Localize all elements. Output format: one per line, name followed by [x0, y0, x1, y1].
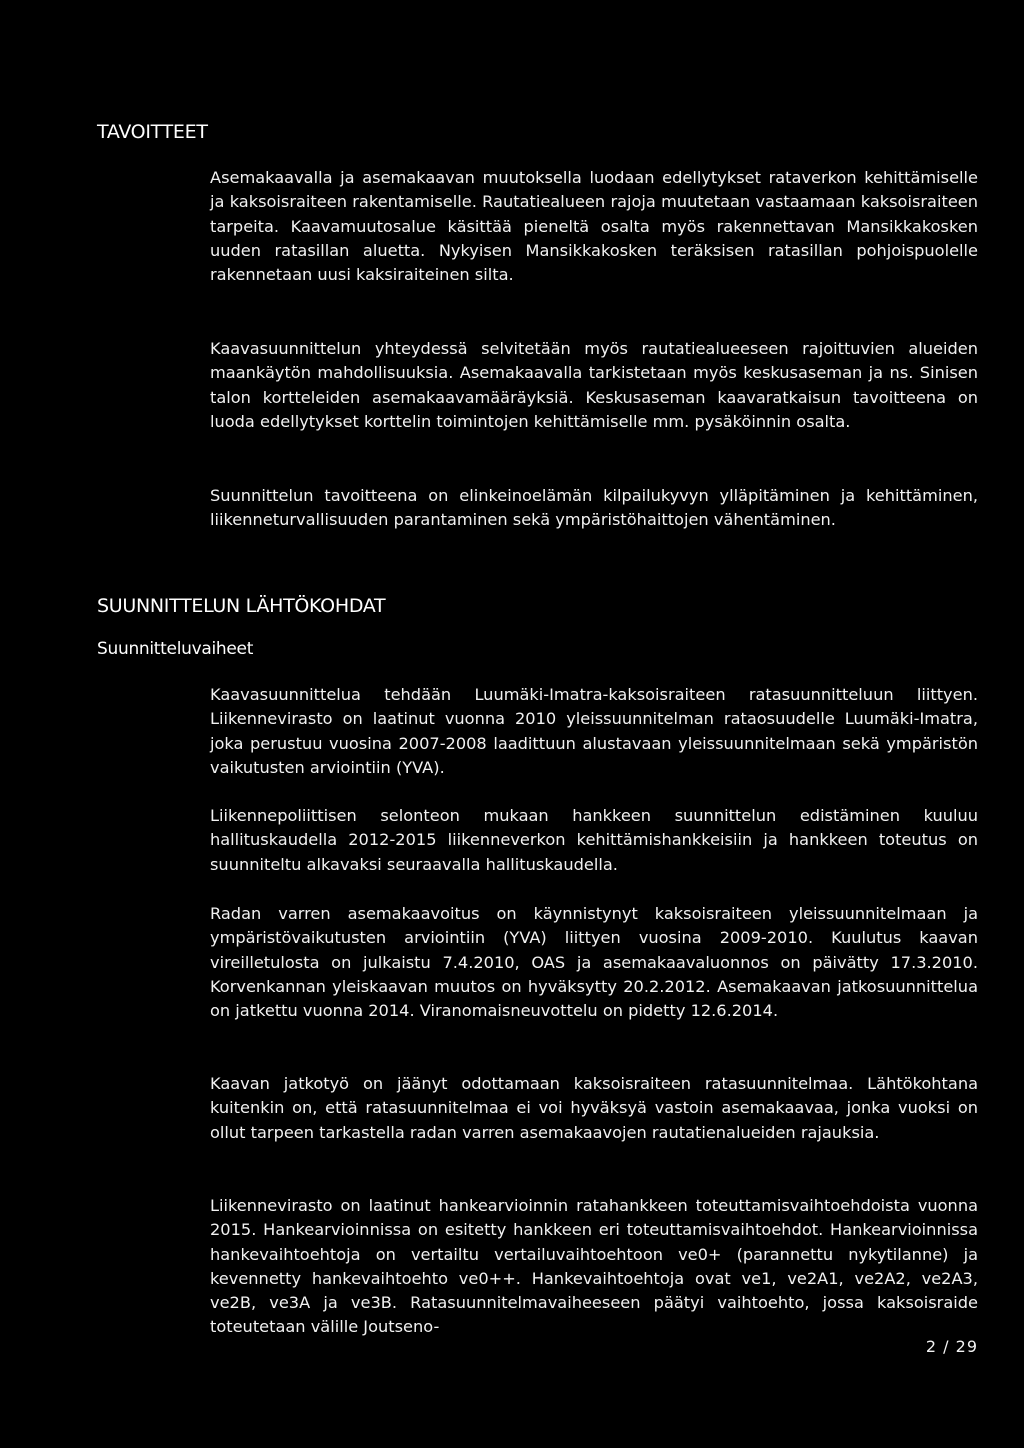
paragraph: Liikennevirasto on laatinut hankearvioinnin ratahankkeen toteuttamisvaihtoehdoista vuonna 2015. Hankearvioinnissa on esitetty hankkeen eri toteuttamisvaihtoehdot. Hankearvioinnissa hankevaihtoehtoja on vertailtu vertailuvaihtoehtoon ve0+ (parannettu nykytilanne) ja kevennetty hankevaihtoehto ve0++. Hankevaihtoehtoja ovat ve1, ve2A1, ve2A2, ve2A3, ve2B, ve3A ja ve3B. Ratasuunnitelmavaiheeseen päätyi vaihtoehto, jossa kaksoisraide toteutetaan välille Joutseno-: [210, 1196, 978, 1337]
subheading-suunnitteluvaiheet: Suunnitteluvaiheet: [97, 639, 254, 659]
section-heading-suunnittelun-lahtokohdat: SUUNNITTELUN LÄHTÖKOHDAT: [97, 595, 386, 617]
paragraph: Radan varren asemakaavoitus on käynnistynyt kaksoisraiteen yleissuunnitelmaan ja ympäristövaikutusten arviointiin (YVA) liittyen vuosina 2009-2010. Kuulutus kaavan vireilletulosta on julkaistu 7.4.2010, OAS ja asemakaavaluonnos on päivätty 17.3.2010. Korvenkannan yleiskaavan muutos on hyväksytty 20.2.2012. Asemakaavan jatkosuunnittelua on jatkettu vuonna 2014. Viranomaisneuvottelu on pidetty 12.6.2014.: [210, 904, 978, 1021]
page-number: 2 / 29: [925, 1337, 978, 1356]
paragraph: Kaavasuunnittelua tehdään Luumäki-Imatra-kaksoisraiteen ratasuunnitteluun liittyen. Liikennevirasto on laatinut vuonna 2010 yleissuunnitelman rataosuudelle Luumäki-Imatra, joka perustuu vuosina 2007-2008 laadittuun alustavaan yleissuunnitelmaan sekä ympäristön vaikutusten arviointiin (YVA).: [210, 685, 978, 777]
paragraph: Kaavasuunnittelun yhteydessä selvitetään myös rautatiealueeseen rajoittuvien alueiden maankäytön mahdollisuuksia. Asemakaavalla tarkistetaan myös keskusaseman ja ns. Sinisen talon kortteleiden asemakaavamääräyksiä. Keskusaseman kaavaratkaisun tavoitteena on luoda edellytykset korttelin toimintojen kehittämiselle mm. pysäköinnin osalta.: [210, 339, 978, 431]
section-heading-tavoitteet: TAVOITTEET: [97, 121, 208, 143]
paragraph: Asemakaavalla ja asemakaavan muutoksella luodaan edellytykset rataverkon kehittämiselle ja kaksoisraiteen rakentamiselle. Rautatiealueen rajoja muutetaan vastaamaan kaksoisraiteen tarpeita. Kaavamuutosalue käsittää pieneltä osalta myös rakennettavan Mansikkakosken uuden ratasillan aluetta. Nykyisen Mansikkakosken teräksisen ratasillan pohjoispuolelle rakennetaan uusi kaksiraiteinen silta.: [210, 168, 978, 285]
paragraph: Liikennepoliittisen selonteon mukaan hankkeen suunnittelun edistäminen kuuluu hallituskaudella 2012-2015 liikenneverkon kehittämishankkeisiin ja hankkeen toteutus on suunniteltu alkavaksi seuraavalla hallituskaudella.: [210, 806, 978, 874]
paragraph: Kaavan jatkotyö on jäänyt odottamaan kaksoisraiteen ratasuunnitelmaa. Lähtökohtana kuitenkin on, että ratasuunnitelmaa ei voi hyväksyä vastoin asemakaavaa, jonka vuoksi on ollut tarpeen tarkastella radan varren asemakaavojen rautatienalueiden rajauksia.: [210, 1074, 978, 1142]
paragraph: Suunnittelun tavoitteena on elinkeinoelämän kilpailukyvyn ylläpitäminen ja kehittäminen, liikenneturvallisuuden parantaminen sekä ympäristöhaittojen vähentäminen.: [210, 486, 978, 530]
